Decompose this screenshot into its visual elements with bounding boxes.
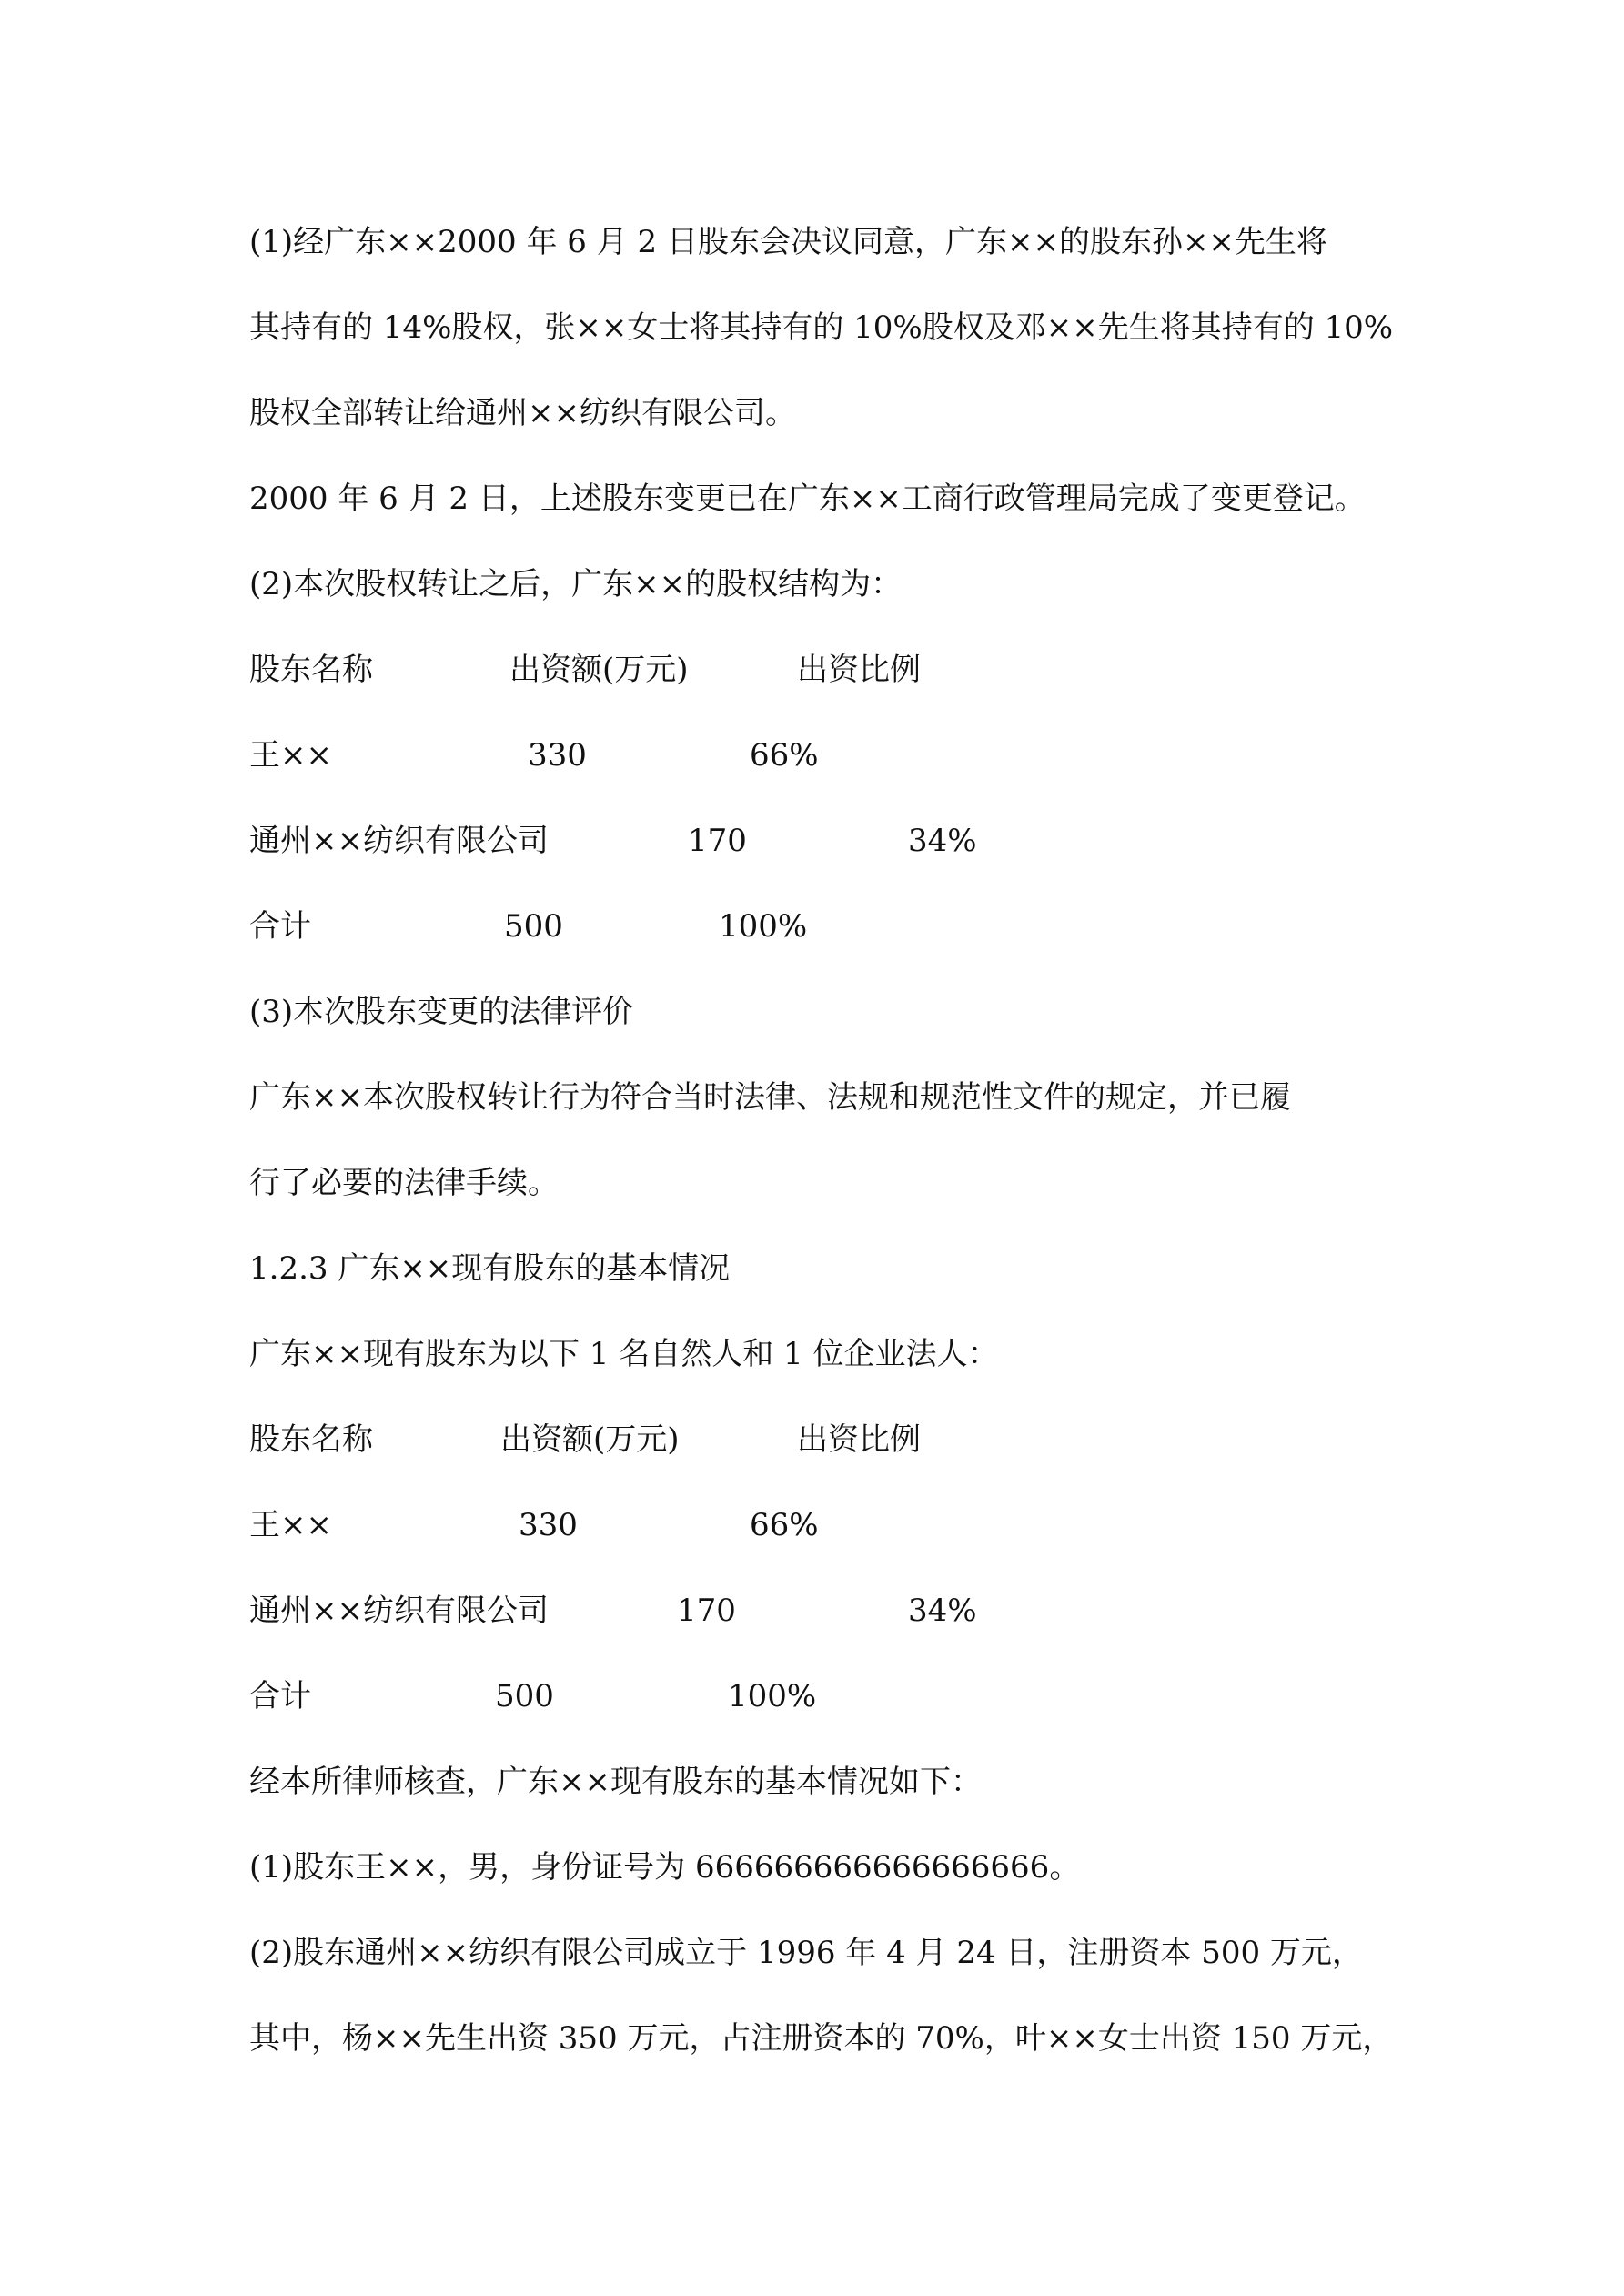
paragraph-share-transfer-line-3: 股权全部转让给通州××纺织有限公司。 xyxy=(249,395,796,431)
cell-contribution-ratio: 100% xyxy=(719,908,808,945)
header-contribution-amount: 出资额(万元) xyxy=(509,652,689,688)
cell-shareholder-name: 王×× xyxy=(249,1507,332,1543)
cell-contribution-ratio: 34% xyxy=(908,1593,977,1629)
paragraph-share-transfer-line-1: (1)经广东××2000 年 6 月 2 日股东会决议同意，广东××的股东孙××先生将 xyxy=(249,224,1327,260)
cell-contribution-ratio: 100% xyxy=(728,1678,817,1714)
paragraph-current-shareholders: 广东××现有股东为以下 1 名自然人和 1 位企业法人： xyxy=(249,1336,999,1372)
cell-contribution-amount: 500 xyxy=(495,1678,554,1714)
paragraph-share-transfer-line-2: 其持有的 14%股权，张××女士将其持有的 10%股权及邓××先生将其持有的 10% xyxy=(249,309,1394,346)
cell-contribution-ratio: 34% xyxy=(908,823,977,859)
paragraph-legal-evaluation-title: (3)本次股东变更的法律评价 xyxy=(249,994,634,1030)
paragraph-shareholder-company-line-2: 其中，杨××先生出资 350 万元，占注册资本的 70%，叶××女士出资 150 万元， xyxy=(249,2020,1394,2057)
header-contribution-ratio: 出资比例 xyxy=(797,652,921,688)
cell-contribution-ratio: 66% xyxy=(750,1507,819,1543)
section-heading: 1.2.3 广东××现有股东的基本情况 xyxy=(249,1250,731,1287)
paragraph-shareholder-wang: (1)股东王××，男，身份证号为 666666666666666666。 xyxy=(249,1849,1081,1886)
paragraph-registration: 2000 年 6 月 2 日，上述股东变更已在广东××工商行政管理局完成了变更登记。 xyxy=(249,480,1366,517)
header-shareholder-name: 股东名称 xyxy=(249,652,373,688)
paragraph-legal-evaluation-line-2: 行了必要的法律手续。 xyxy=(249,1165,559,1201)
header-contribution-ratio: 出资比例 xyxy=(797,1421,921,1458)
header-contribution-amount: 出资额(万元) xyxy=(500,1421,680,1458)
cell-contribution-amount: 330 xyxy=(519,1507,578,1543)
paragraph-legal-evaluation-line-1: 广东××本次股权转让行为符合当时法律、法规和规范性文件的规定，并已履 xyxy=(249,1079,1291,1116)
cell-shareholder-name: 合计 xyxy=(249,908,311,945)
cell-contribution-ratio: 66% xyxy=(750,737,819,774)
cell-shareholder-name: 合计 xyxy=(249,1678,311,1714)
paragraph-structure-intro: (2)本次股权转让之后，广东××的股权结构为： xyxy=(249,566,903,602)
cell-shareholder-name: 王×× xyxy=(249,737,332,774)
cell-shareholder-name: 通州××纺织有限公司 xyxy=(249,823,549,859)
cell-contribution-amount: 500 xyxy=(504,908,563,945)
cell-contribution-amount: 170 xyxy=(688,823,747,859)
cell-contribution-amount: 330 xyxy=(528,737,587,774)
paragraph-shareholder-company-line-1: (2)股东通州××纺织有限公司成立于 1996 年 4 月 24 日，注册资本 500 万元， xyxy=(249,1935,1363,1971)
cell-contribution-amount: 170 xyxy=(677,1593,736,1629)
header-shareholder-name: 股东名称 xyxy=(249,1421,373,1458)
cell-shareholder-name: 通州××纺织有限公司 xyxy=(249,1593,549,1629)
paragraph-verification: 经本所律师核查，广东××现有股东的基本情况如下： xyxy=(249,1764,982,1800)
